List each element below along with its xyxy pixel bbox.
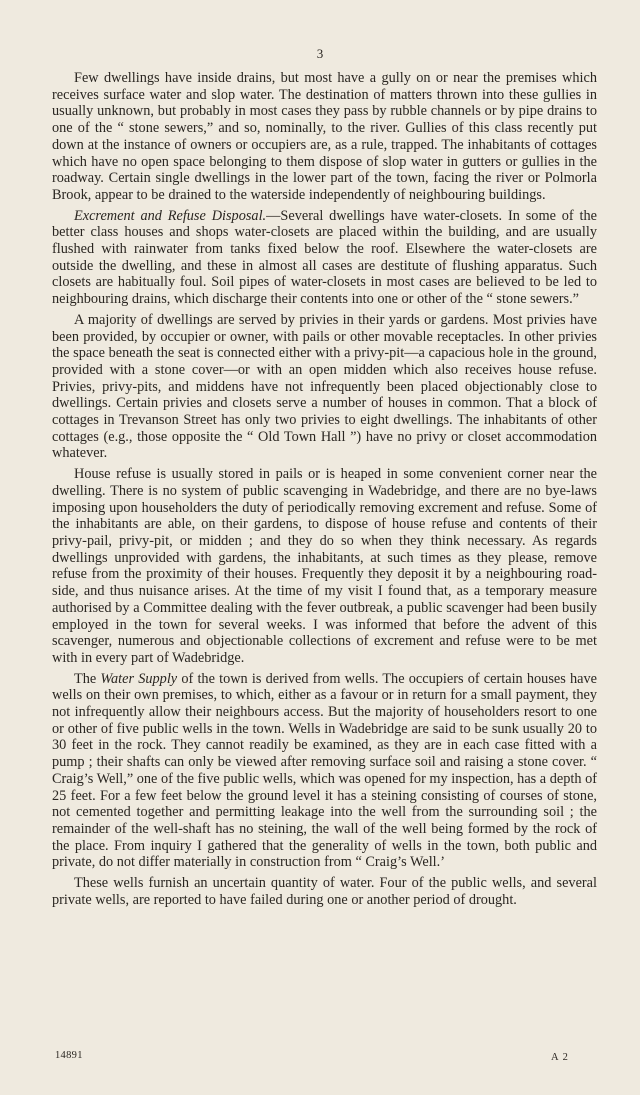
paragraph-wells <box>52 875 597 908</box>
section-heading: Water Supply <box>100 670 178 687</box>
page-number: 3 <box>316 46 324 61</box>
paragraph-lead-prefix: The <box>74 670 101 687</box>
paragraph-house-refuse <box>52 466 597 666</box>
section-heading: Excrement and Refuse Disposal. <box>74 207 267 224</box>
paragraph-text: These wells furnish an uncertain quantity of water. Four of the public wells, and several private wells, are reported to have failed during one or another period of drought. <box>52 875 597 908</box>
paragraph-excrement-refuse <box>52 208 597 308</box>
paragraph-water-supply <box>52 671 597 871</box>
paragraph-privies <box>52 312 597 462</box>
print-code: 14891 <box>55 1050 83 1061</box>
signature-mark: A 2 <box>551 1052 569 1063</box>
paragraph-text: House refuse is usually stored in pails or is heaped in some convenient corner near the dwelling. There is no system of public scavenging in Wadebridge, and there are no bye-laws imposing upon householders the duty of periodically removing excrement and refuse. Some of the inhabitants are able, on their gardens, to dispose of house refuse and contents of their privy-pail, privy-pit, or midden ; and they do so when they think necessary. As regards dwellings unprovided with gardens, the inhabitants, at such times as they please, remove refuse from the proximity of their houses. Frequently they deposit it by a neighbouring road-side, and thus nuisance arises. At the time of my visit I found that, as a temporary measure authorised by a Committee dealing with the fever outbreak, a public scavenger had been busily employed in the town for several weeks. I was informed that before the advent of this scavenger, numerous and objectionable collections of excrement and refuse were to be met with in every part of Wadebridge. <box>52 466 597 666</box>
paragraph-text: Few dwellings have inside drains, but most have a gully on or near the premises which receives surface water and slop water. The destination of matters thrown into these gullies in usually unknown, but probably in most cases they pass by rubble channels or by pipe drains to one of the “ stone sewers,” and so, nominally, to the river. Gullies of this class recently put down at the instance of owners or occupiers are, as a rule, trapped. The inhabitants of cottages which have no open space belonging to them dispose of slop water in gutters or gullies in the roadway. Certain single dwellings in the lower part of the town, facing the river or Polmorla Brook, appear to be drained to the waterside independently of neighbouring buildings. <box>52 70 597 203</box>
paragraph-text: —Several dwellings have water-closets. In some of the better class houses and shops water-closets are placed within the building, and are usually flushed with rainwater from tanks fixed below the roof. Elsewhere the water-closets are outside the dwelling, and these in almost all cases are destitute of flushing apparatus. Such closets are habitually foul. Soil pipes of water-closets in most cases are believed to be led to neighbouring drains, which discharge their contents into one or other of the “ stone sewers.” <box>52 207 597 308</box>
paragraph-drains <box>52 70 597 204</box>
paragraph-text: A majority of dwellings are served by privies in their yards or gardens. Most privies have been provided, by occupier or owner, with pails or other movable receptacles. In other privies the space beneath the seat is connected either with a privy-pit—a capacious hole in the ground, provided with a stone cover—or with an open midden which also receives house refuse. Privies, privy-pits, and middens have not infrequently been placed objectionably close to dwellings. Certain privies and closets serve a number of houses in common. That a block of cottages in Trevanson Street has only two privies to eight dwellings. The inhabitants of other cottages (e.g., those opposite the “ Old Town Hall ”) have no privy or closet accommodation whatever. <box>52 311 597 462</box>
paragraph-text: of the town is derived from wells. The occupiers of certain houses have wells on their own premises, to which, either as a favour or in return for a small payment, they not infrequently allow their neighbours access. But the majority of householders resort to one or other of five public wells in the town. Wells in Wadebridge are said to be sunk usually 20 to 30 feet in the rock. They cannot readily be examined, as they are in each case fitted with a pump ; their shafts can only be viewed after removing surface soil and raising a stone cover. “ Craig’s Well,” one of the five public wells, which was opened for my inspection, has a depth of 25 feet. For a few feet below the ground level it has a steining consisting of courses of stone, not cemented together and permitting leakage into the well from the surrounding soil ; the remainder of the well-shaft has no steining, the wall of the well being formed by the rock of the place. From inquiry I gathered that the generality of wells in the town, both public and private, do not differ materially in construction from “ Craig’s Well.’ <box>52 670 597 871</box>
body-text <box>52 70 597 912</box>
